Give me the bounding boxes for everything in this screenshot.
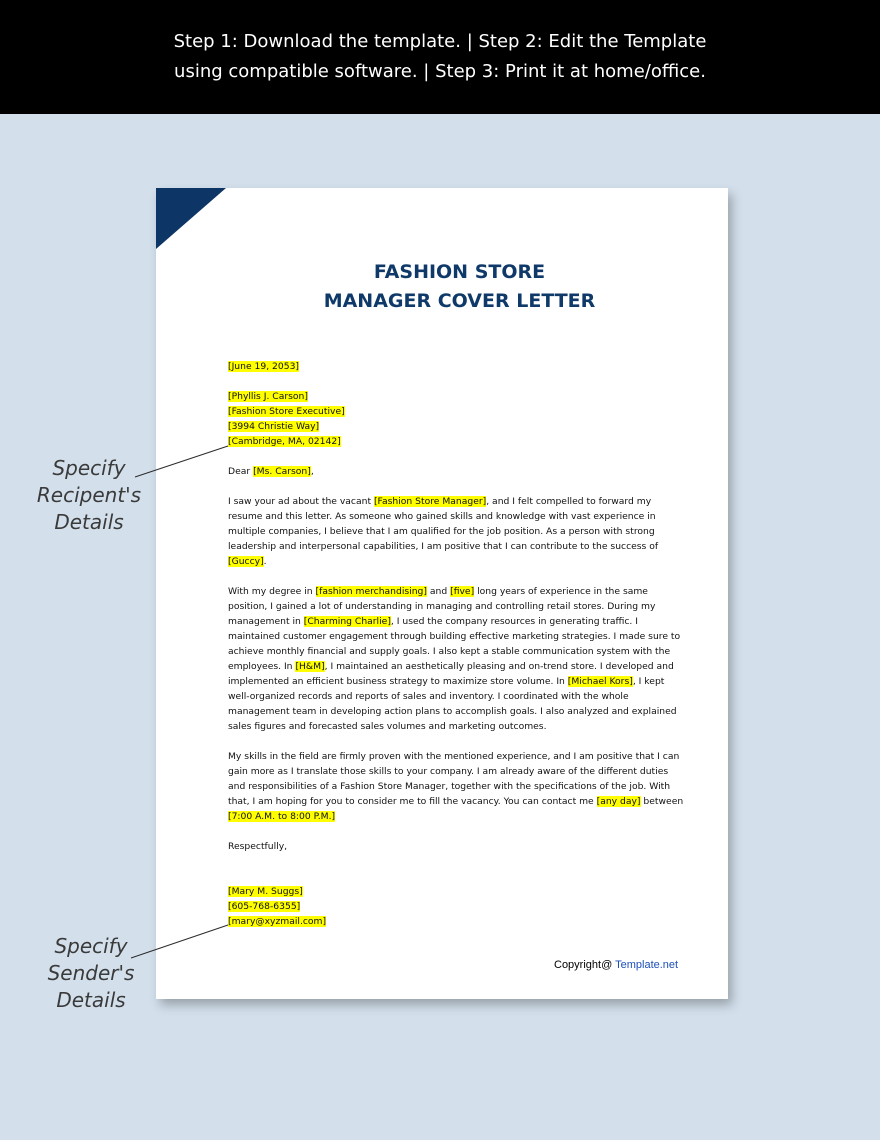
instructions-banner xyxy=(0,0,880,114)
copyright-prefix: Copyright@ xyxy=(554,959,616,971)
p2-employer-2-placeholder[interactable]: [H&M] xyxy=(295,661,325,672)
recipient-callout-line-2: Recipent's xyxy=(36,483,142,507)
letter-page xyxy=(156,188,728,999)
paragraph-1 xyxy=(228,494,688,569)
salutation xyxy=(228,464,688,479)
p1-position-placeholder[interactable]: [Fashion Store Manager] xyxy=(373,496,487,507)
sender-name[interactable]: [Mary M. Suggs] xyxy=(228,886,303,897)
p2-employer-3-placeholder[interactable]: [Michael Kors] xyxy=(567,676,633,687)
instructions-line-1: Step 1: Download the template. | Step 2: Edit the Template xyxy=(173,31,707,52)
paragraph-3 xyxy=(228,749,688,824)
sender-callout xyxy=(22,933,160,1014)
recipient-callout xyxy=(20,455,158,536)
letter-body xyxy=(228,359,688,944)
p2-text-a: With my degree in xyxy=(228,586,316,597)
paragraph-2 xyxy=(228,584,688,734)
p2-employer-1-placeholder[interactable]: [Charming Charlie] xyxy=(303,616,391,627)
title-line-2: MANAGER COVER LETTER xyxy=(323,290,596,312)
instructions-line-2: using compatible software. | Step 3: Print it at home/office. xyxy=(174,61,706,82)
recipient-callout-line-1: Specify xyxy=(52,456,126,480)
sender-callout-line-1: Specify xyxy=(54,934,128,958)
recipient-block xyxy=(228,389,688,449)
sender-phone[interactable]: [605-768-6355] xyxy=(228,901,301,912)
p1-text-c: . xyxy=(263,556,267,567)
salutation-suffix: , xyxy=(310,466,314,477)
recipient-name[interactable]: [Phyllis J. Carson] xyxy=(228,391,308,402)
p2-years-placeholder[interactable]: [five] xyxy=(450,586,475,597)
corner-triangle-decoration xyxy=(156,188,226,249)
p1-text-a: I saw your ad about the vacant xyxy=(228,496,374,507)
date-placeholder[interactable]: [June 19, 2053] xyxy=(228,361,300,372)
template-net-link[interactable]: Template.net xyxy=(615,959,679,971)
p3-availability-placeholder[interactable]: [any day] xyxy=(596,796,641,807)
salutation-name[interactable]: [Ms. Carson] xyxy=(253,466,311,477)
recipient-city[interactable]: [Cambridge, MA, 02142] xyxy=(228,436,341,447)
recipient-title[interactable]: [Fashion Store Executive] xyxy=(228,406,345,417)
p2-text-f: , I kept well-organized records and reports of sales and inventory. I coordinated with the whole management team in developing action plans to accomplish goals. I also analyzed and explained sales figures and forecasted sales volumes and marketing outcomes. xyxy=(228,676,677,732)
p3-hours-placeholder[interactable]: [7:00 A.M. to 8:00 P.M.] xyxy=(228,811,336,822)
letter-title xyxy=(156,258,728,316)
p2-text-b: and xyxy=(426,586,451,597)
closing: Respectfully, xyxy=(228,841,288,852)
sender-callout-line-3: Details xyxy=(56,988,126,1012)
p3-text-a: My skills in the field are firmly proven with the mentioned experience, and I am positive that I can gain more as I translate those skills to your company. I am already aware of the different duties and responsibilities of a Fashion Store Manager, together with the specifications of the job. With that, I am hoping for you to consider me to fill the vacancy. You can contact me xyxy=(228,751,680,807)
date-line xyxy=(228,359,688,374)
copyright-notice xyxy=(554,959,678,971)
recipient-callout-line-3: Details xyxy=(54,510,124,534)
p1-company-placeholder[interactable]: [Guccy] xyxy=(228,556,264,567)
title-line-1: FASHION STORE xyxy=(373,261,546,283)
p2-text-d: , I used the company resources in generating traffic. I maintained customer engagement through building effective marketing strategies. I made sure to achieve monthly financial and supply goals. I also kept a stable communication system with the employees. In xyxy=(228,616,681,672)
p1-text-b: , and I felt compelled to forward my resume and this letter. As someone who gained skills and knowledge with vast experience in multiple companies, I believe that I am qualified for the job position. As a person with strong leadership and interpersonal capabilities, I am positive that I can contribute to the success of xyxy=(228,496,659,552)
sender-block xyxy=(228,884,688,929)
p2-degree-placeholder[interactable]: [fashion merchandising] xyxy=(315,586,427,597)
salutation-prefix: Dear xyxy=(228,466,254,477)
p2-text-c: long years of experience in the same position, I gained a lot of understanding in managing and controlling retail stores. During my management in xyxy=(228,586,656,627)
sender-callout-line-2: Sender's xyxy=(47,961,135,985)
recipient-street[interactable]: [3994 Christie Way] xyxy=(228,421,320,432)
p3-text-b: between xyxy=(640,796,684,807)
sender-email[interactable]: [mary@xyzmail.com] xyxy=(228,916,327,927)
p2-text-e: , I maintained an aesthetically pleasing and on-trend store. I developed and implemented an efficient business strategy to maximize store volume. In xyxy=(228,661,674,687)
